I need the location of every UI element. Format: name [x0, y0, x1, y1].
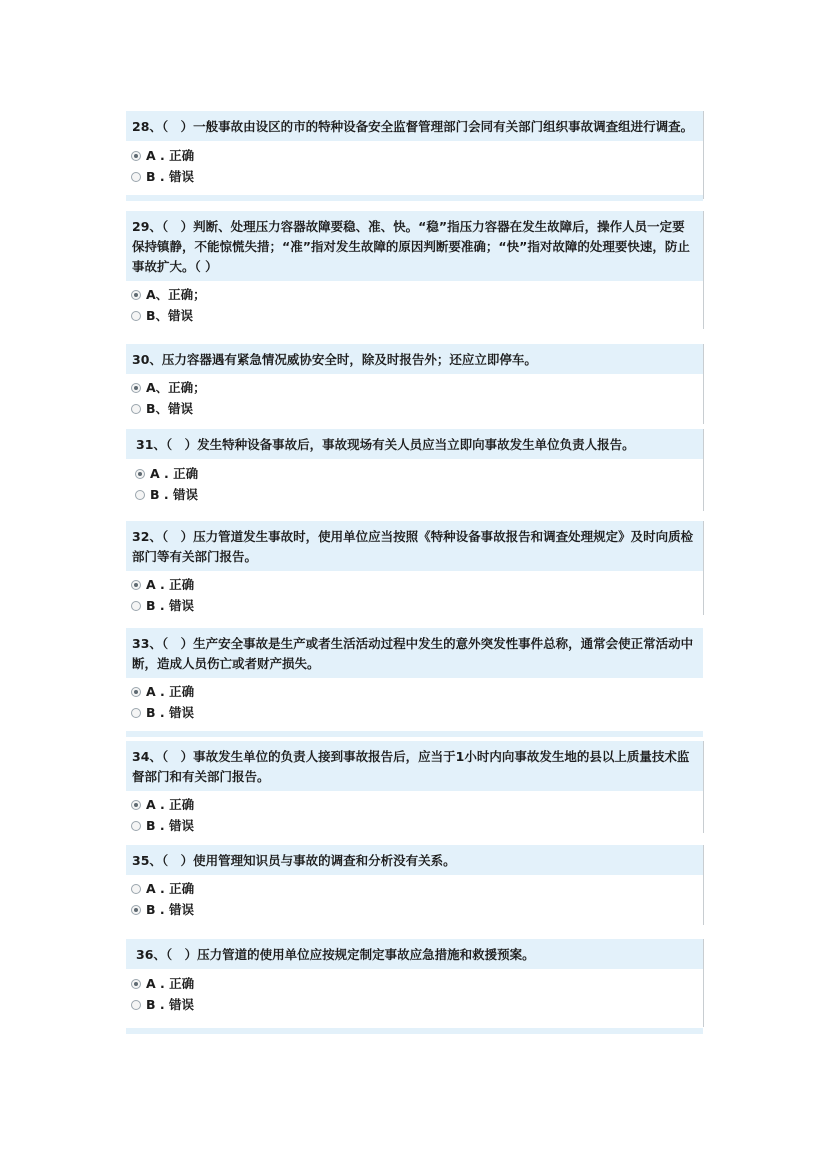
radio-selected-icon[interactable] — [131, 905, 141, 915]
divider — [703, 845, 704, 925]
radio-icon[interactable] — [131, 821, 141, 831]
option-b[interactable]: B . 错误 — [126, 994, 703, 1015]
radio-icon[interactable] — [131, 311, 141, 321]
question-text: 31、（ ）发生特种设备事故后，事故现场有关人员应当立即向事故发生单位负责人报告。 — [126, 429, 703, 459]
question-34 — [126, 741, 703, 836]
question-footer — [126, 731, 703, 737]
option-a[interactable]: A、正确； — [126, 284, 703, 305]
radio-selected-icon[interactable] — [131, 979, 141, 989]
radio-selected-icon[interactable] — [131, 383, 141, 393]
option-b[interactable]: B、错误 — [126, 398, 703, 419]
radio-selected-icon[interactable] — [131, 800, 141, 810]
option-b[interactable]: B . 错误 — [126, 815, 703, 836]
divider — [703, 939, 704, 1027]
radio-selected-icon[interactable] — [131, 290, 141, 300]
question-text: 36、（ ）压力管道的使用单位应按规定制定事故应急措施和救援预案。 — [126, 939, 703, 969]
option-b[interactable]: B . 错误 — [126, 484, 703, 505]
question-text: 35、（ ）使用管理知识员与事故的调查和分析没有关系。 — [126, 845, 703, 875]
option-a[interactable]: A . 正确 — [126, 878, 703, 899]
option-a[interactable]: A . 正确 — [126, 145, 703, 166]
option-b[interactable]: B、错误 — [126, 305, 703, 326]
radio-icon[interactable] — [131, 884, 141, 894]
divider — [703, 429, 704, 511]
radio-icon[interactable] — [131, 708, 141, 718]
question-29 — [126, 211, 703, 326]
divider — [703, 521, 704, 615]
question-36 — [126, 939, 703, 1034]
question-text: 32、（ ）压力管道发生事故时，使用单位应当按照《特种设备事故报告和调查处理规定》及时向质检部门等有关部门报告。 — [126, 521, 703, 571]
question-32 — [126, 521, 703, 616]
option-b[interactable]: B . 错误 — [126, 702, 703, 723]
option-b[interactable]: B . 错误 — [126, 595, 703, 616]
question-30 — [126, 344, 703, 419]
radio-icon[interactable] — [131, 404, 141, 414]
question-35 — [126, 845, 703, 920]
radio-icon[interactable] — [131, 1000, 141, 1010]
question-footer — [126, 1028, 703, 1034]
option-a[interactable]: A . 正确 — [126, 681, 703, 702]
radio-selected-icon[interactable] — [131, 151, 141, 161]
question-28 — [126, 111, 703, 201]
question-31 — [126, 429, 703, 505]
divider — [703, 111, 704, 199]
divider — [703, 344, 704, 424]
option-a[interactable]: A、正确； — [126, 377, 703, 398]
question-text: 28、（ ）一般事故由设区的市的特种设备安全监督管理部门会同有关部门组织事故调查组进行调查。 — [126, 111, 703, 141]
option-a[interactable]: A . 正确 — [126, 574, 703, 595]
option-b[interactable]: B . 错误 — [126, 899, 703, 920]
divider — [703, 741, 704, 833]
question-text: 29、（ ）判断、处理压力容器故障要稳、准、快。“稳”指压力容器在发生故障后，操作人员一定要保持镇静，不能惊慌失措；“准”指对发生故障的原因判断要准确；“快”指对故障的处理要快速，防止事故扩大。（ ） — [126, 211, 703, 281]
option-a[interactable]: A . 正确 — [126, 973, 703, 994]
option-a[interactable]: A . 正确 — [126, 463, 703, 484]
divider — [703, 211, 704, 329]
radio-icon[interactable] — [131, 172, 141, 182]
radio-selected-icon[interactable] — [131, 580, 141, 590]
radio-icon[interactable] — [131, 601, 141, 611]
question-33 — [126, 628, 703, 737]
question-text: 30、压力容器遇有紧急情况威协安全时，除及时报告外；还应立即停车。 — [126, 344, 703, 374]
question-footer — [126, 195, 703, 201]
question-text: 34、（ ）事故发生单位的负责人接到事故报告后，应当于1小时内向事故发生地的县以上质量技术监督部门和有关部门报告。 — [126, 741, 703, 791]
radio-icon[interactable] — [135, 490, 145, 500]
option-b[interactable]: B . 错误 — [126, 166, 703, 187]
option-a[interactable]: A . 正确 — [126, 794, 703, 815]
radio-selected-icon[interactable] — [131, 687, 141, 697]
radio-selected-icon[interactable] — [135, 469, 145, 479]
question-text: 33、（ ）生产安全事故是生产或者生活活动过程中发生的意外突发性事件总称，通常会使正常活动中断，造成人员伤亡或者财产损失。 — [126, 628, 703, 678]
